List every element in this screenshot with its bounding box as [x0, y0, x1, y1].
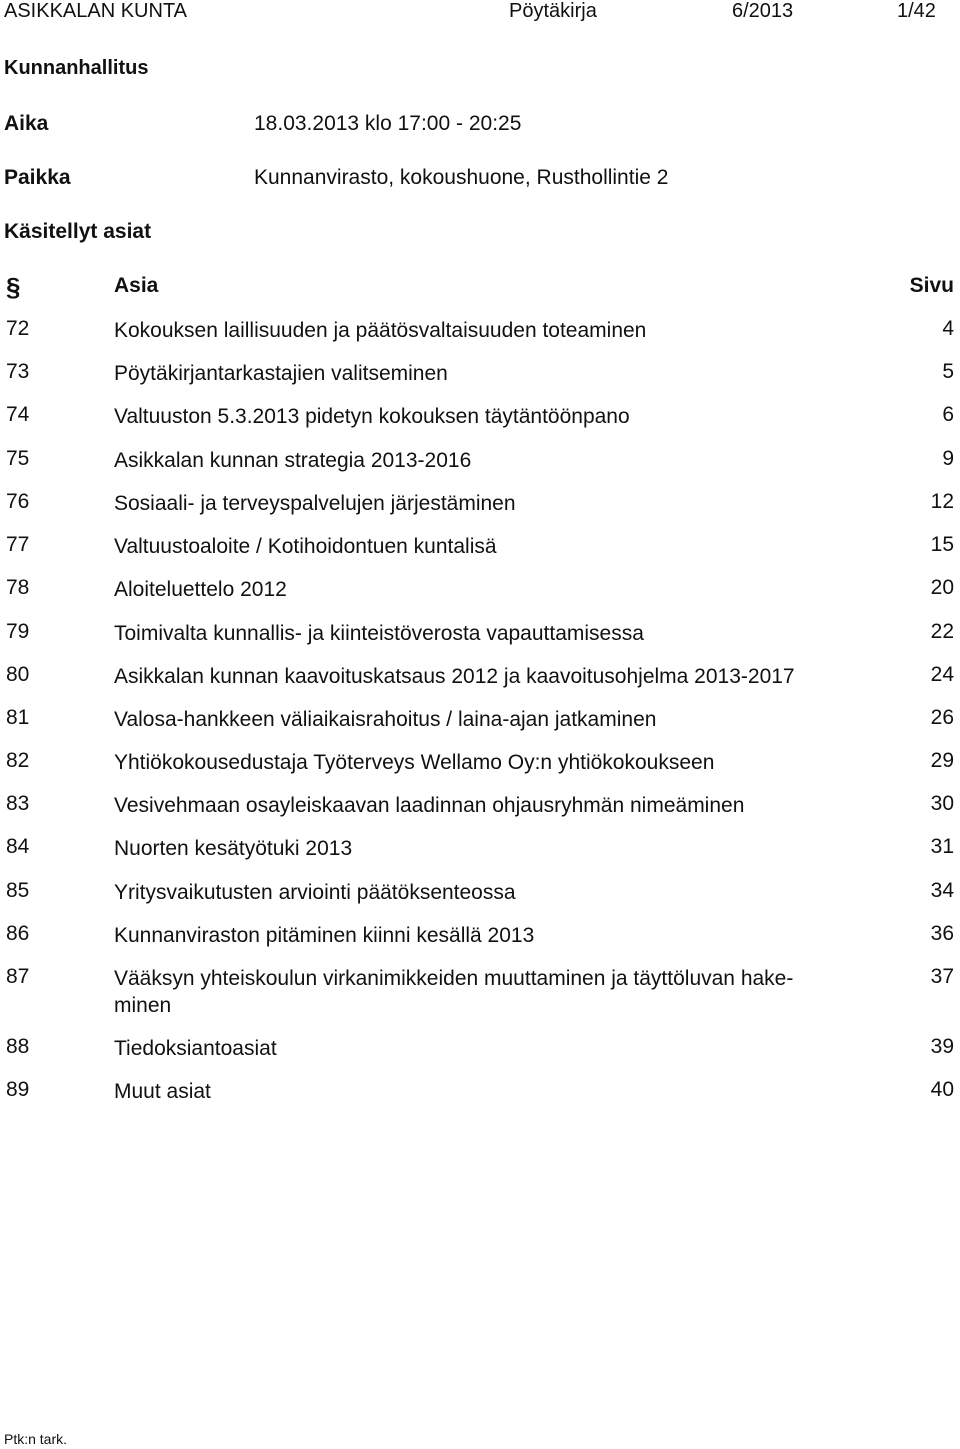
committee-name: Kunnanhallitus: [4, 57, 149, 79]
time-label: Aika: [4, 112, 49, 135]
agenda-item-number: 82: [6, 749, 30, 772]
agenda-item-page: 6: [942, 403, 954, 426]
agenda-item-page: 12: [930, 490, 954, 513]
agenda-item-page: 31: [930, 835, 954, 858]
agenda-item-page: 5: [942, 360, 954, 383]
agenda-item-number: 76: [6, 490, 30, 513]
agenda-item-page: 29: [930, 749, 954, 772]
agenda-item-title: Kunnanviraston pitäminen kiinni kesällä 2013: [114, 924, 535, 947]
agenda-item-number: 79: [6, 620, 30, 643]
agenda-item-number: 80: [6, 663, 30, 686]
agenda-item-number: 87: [6, 965, 30, 988]
agenda-item-number: 81: [6, 706, 30, 729]
agenda-item-number: 72: [6, 317, 30, 340]
agenda-item-number: 78: [6, 576, 30, 599]
agenda-item-page: 24: [930, 663, 954, 686]
place-label: Paikka: [4, 166, 71, 189]
agenda-item-number: 86: [6, 922, 30, 945]
section-sign-icon: §: [6, 272, 21, 302]
agenda-item-number: 89: [6, 1078, 30, 1101]
agenda-item-title: Valosa-hankkeen väliaikaisrahoitus / laina-ajan jatkaminen: [114, 708, 657, 731]
agenda-item-title: Toimivalta kunnallis- ja kiinteistöverosta vapauttamisessa: [114, 622, 644, 645]
agenda-item-page: 34: [930, 879, 954, 902]
agenda-item-page: 39: [930, 1035, 954, 1058]
agenda-item-title: Yritysvaikutusten arviointi päätöksenteossa: [114, 881, 516, 904]
agenda-header: [0, 274, 960, 302]
agenda-item-page: 22: [930, 620, 954, 643]
agenda-item-number: 88: [6, 1035, 30, 1058]
agenda-item-title: Valtuustoaloite / Kotihoidontuen kuntalisä: [114, 535, 497, 558]
agenda-item-number: 77: [6, 533, 30, 556]
agenda-item-title: Asikkalan kunnan strategia 2013-2016: [114, 449, 472, 472]
agenda-item-number: 73: [6, 360, 30, 383]
agenda-item-title: Sosiaali- ja terveyspalvelujen järjestäminen: [114, 492, 516, 515]
time-value: 18.03.2013 klo 17:00 - 20:25: [254, 112, 522, 135]
agenda-item-title: Vääksyn yhteiskoulun virkanimikkeiden muuttaminen ja täyttöluvan hake- minen: [114, 967, 794, 1017]
agenda-item-page: 36: [930, 922, 954, 945]
agenda-item-title: Valtuuston 5.3.2013 pidetyn kokouksen täytäntöönpano: [114, 405, 630, 428]
agenda-item-number: 74: [6, 403, 30, 426]
agenda-item-number: 84: [6, 835, 30, 858]
agenda-item-page: 40: [930, 1078, 954, 1101]
document-number: 6/2013: [732, 0, 794, 22]
agenda-item-page: 37: [930, 965, 954, 988]
agenda-item-page: 20: [930, 576, 954, 599]
agenda-item-title: Muut asiat: [114, 1080, 211, 1103]
agenda-item-title: Pöytäkirjantarkastajien valitseminen: [114, 362, 448, 385]
agenda-item-title: Nuorten kesätyötuki 2013: [114, 837, 353, 860]
agenda-item-page: 26: [930, 706, 954, 729]
page-column-header: Sivu: [909, 274, 954, 297]
agenda-item-number: 75: [6, 447, 30, 470]
organization-name: ASIKKALAN KUNTA: [4, 0, 188, 22]
agenda-item-page: 30: [930, 792, 954, 815]
document-type: Pöytäkirja: [509, 0, 597, 22]
subject-column-header: Asia: [114, 274, 159, 297]
agenda-item-number: 83: [6, 792, 30, 815]
agenda-item-title: Tiedoksiantoasiat: [114, 1037, 277, 1060]
agenda-item-title: Vesivehmaan osayleiskaavan laadinnan ohjausryhmän nimeäminen: [114, 794, 745, 817]
agenda-item-page: 9: [942, 447, 954, 470]
agenda-item-title: Kokouksen laillisuuden ja päätösvaltaisuuden toteaminen: [114, 319, 647, 342]
footer-note: Ptk:n tark.: [4, 1431, 68, 1447]
agenda-item-page: 15: [930, 533, 954, 556]
place-value: Kunnanvirasto, kokoushuone, Rusthollintie 2: [254, 166, 669, 189]
items-heading: Käsitellyt asiat: [4, 220, 152, 243]
agenda-item-number: 85: [6, 879, 30, 902]
agenda-item-title: Asikkalan kunnan kaavoituskatsaus 2012 ja kaavoitusohjelma 2013-2017: [114, 665, 795, 688]
page-number: 1/42: [897, 0, 936, 22]
agenda-item-title: Yhtiökokousedustaja Työterveys Wellamo Oy:n yhtiökokoukseen: [114, 751, 715, 774]
agenda-item-page: 4: [942, 317, 954, 340]
agenda-item-title: Aloiteluettelo 2012: [114, 578, 287, 601]
